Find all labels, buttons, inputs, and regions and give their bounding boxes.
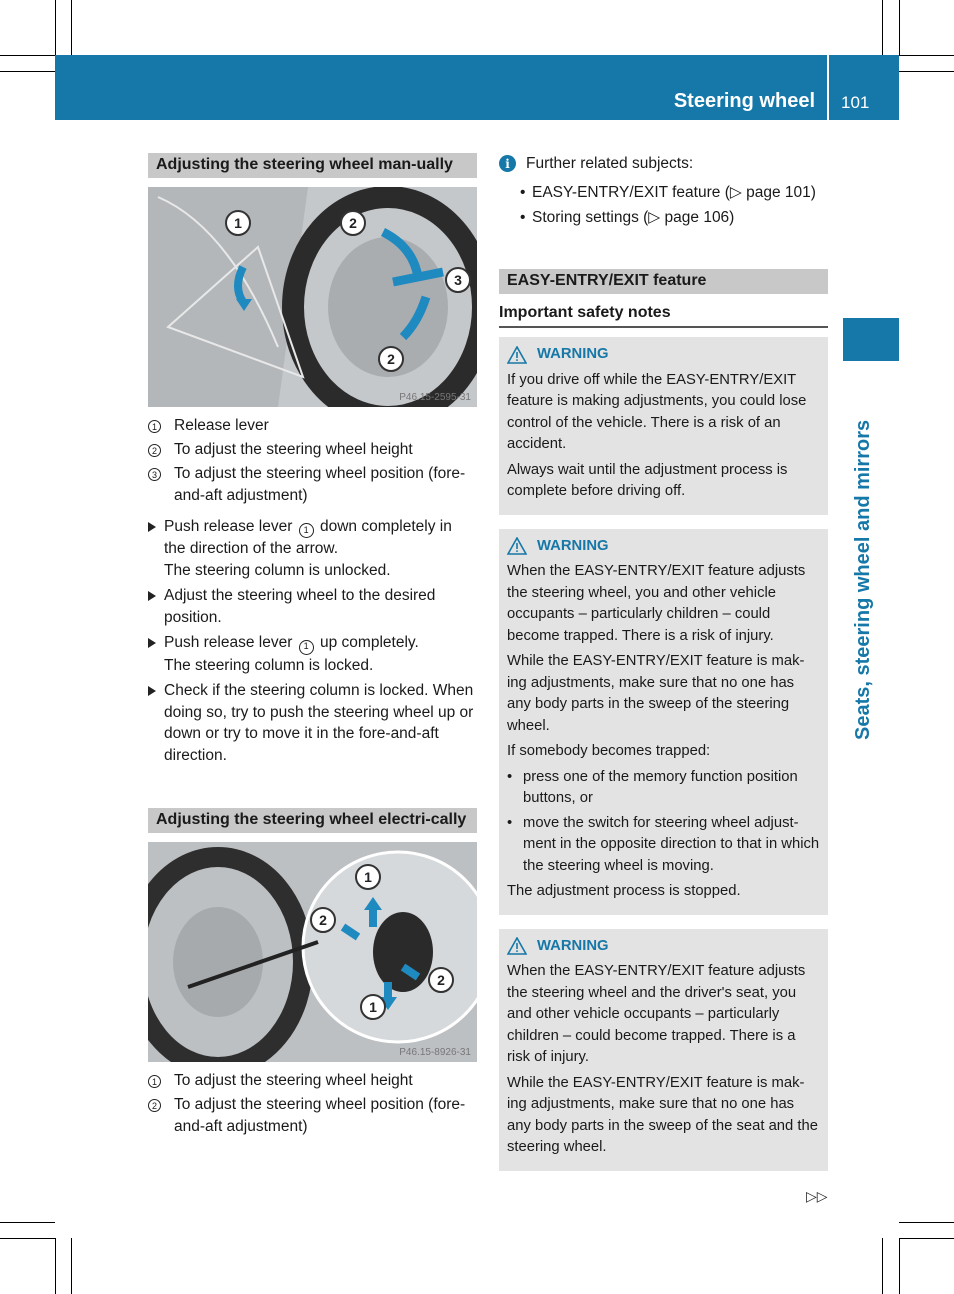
svg-text:2: 2 xyxy=(349,215,357,231)
step-text: Check if the steering column is locked. When doing so, try to push the steering wheel up or down or try to move it in the fore-and-aft direction. xyxy=(164,682,474,764)
warning-text: Always wait until the adjustment process is complete before driving off. xyxy=(507,461,788,499)
list-item: • move the switch for steering wheel adjust-ment in the opposite direction to that in which the steering wheel is moving. xyxy=(507,813,820,878)
page-header xyxy=(55,55,899,120)
step-item xyxy=(148,632,477,676)
svg-text:1: 1 xyxy=(364,869,372,885)
info-note xyxy=(499,153,828,175)
warning-header xyxy=(507,344,820,366)
crop-mark xyxy=(0,1238,55,1239)
bullet-text: move the switch for steering wheel adjust-ment in the opposite direction to that in which the steering wheel is moving. xyxy=(523,814,820,874)
section-heading-electric: Adjusting the steering wheel electri-cally xyxy=(148,808,477,833)
step-text: Push release lever xyxy=(164,518,293,535)
crop-mark xyxy=(882,0,883,55)
list-item: • press one of the memory function position buttons, or xyxy=(507,767,820,810)
legend-electric xyxy=(148,1070,477,1138)
crop-mark xyxy=(0,71,55,72)
warning-box xyxy=(499,529,828,915)
legend-text: To adjust the steering wheel position (fore-and-aft adjustment) xyxy=(174,465,466,504)
legend-item xyxy=(148,463,477,507)
info-icon: i xyxy=(499,155,516,172)
legend-item xyxy=(148,1070,477,1092)
side-tab-block xyxy=(843,318,899,361)
instruction-steps xyxy=(148,516,477,766)
figure-id: P46.15-8926-31 xyxy=(399,1047,471,1058)
crop-mark xyxy=(899,55,954,56)
step-item xyxy=(148,516,477,581)
crop-mark xyxy=(71,1238,72,1294)
step-result: The steering column is unlocked. xyxy=(164,561,391,579)
warning-triangle-icon xyxy=(507,537,527,555)
related-subjects-list xyxy=(520,182,828,229)
legend-text: To adjust the steering wheel position (fore-and-aft adjustment) xyxy=(174,1096,466,1135)
warning-text: While the EASY-ENTRY/EXIT feature is mak-ing adjustments, make sure that no one has any body parts in the sweep of the steering wheel. xyxy=(507,653,805,734)
crop-mark xyxy=(0,55,55,56)
svg-text:2: 2 xyxy=(437,972,445,988)
section-heading-manual: Adjusting the steering wheel man-ually xyxy=(148,153,477,178)
figure-electric-steering xyxy=(148,842,477,1062)
step-arrow-icon xyxy=(148,591,156,601)
step-text: Push release lever xyxy=(164,634,293,652)
step-result: The steering column is locked. xyxy=(164,656,374,674)
warning-text: When the EASY-ENTRY/EXIT feature adjusts the steering wheel, you and other vehicle occupants – particularly children – could become trapped. There is a risk of injury. xyxy=(507,563,806,644)
figure-id: P46.15-2595-31 xyxy=(399,392,471,403)
legend-item xyxy=(148,1094,477,1138)
related-link[interactable]: EASY-ENTRY/EXIT feature (▷ page 101) xyxy=(532,184,816,201)
crop-mark xyxy=(899,1238,900,1294)
warning-bullets xyxy=(507,767,820,878)
legend-number: 2 xyxy=(148,1099,161,1112)
warning-triangle-icon xyxy=(507,937,527,955)
svg-text:2: 2 xyxy=(319,912,327,928)
warning-text: When the EASY-ENTRY/EXIT feature adjusts the steering wheel and the driver's seat, you and other vehicle occupants – particularly children – could become trapped. There is a risk of injury. xyxy=(507,963,806,1065)
warning-text: If somebody becomes trapped: xyxy=(507,743,711,759)
crop-mark xyxy=(899,0,900,55)
step-item xyxy=(148,680,477,766)
warning-box xyxy=(499,929,828,1171)
warning-box xyxy=(499,337,828,515)
warning-text: While the EASY-ENTRY/EXIT feature is mak-ing adjustments, make sure that no one has any body parts in the sweep of the seat and the steering wheel. xyxy=(507,1074,818,1155)
legend-text: To adjust the steering wheel height xyxy=(174,441,413,458)
legend-item xyxy=(148,415,477,437)
legend-number: 2 xyxy=(148,444,161,457)
warning-text: The adjustment process is stopped. xyxy=(507,883,741,899)
crop-mark xyxy=(882,1238,883,1294)
legend-text: To adjust the steering wheel height xyxy=(174,1072,413,1089)
page-number: 101 xyxy=(841,93,870,112)
svg-text:3: 3 xyxy=(454,272,462,288)
step-item xyxy=(148,585,477,628)
step-arrow-icon xyxy=(148,638,156,648)
legend-text: Release lever xyxy=(174,417,269,434)
legend-number: 1 xyxy=(148,1075,161,1088)
step-arrow-icon xyxy=(148,686,156,696)
list-item: • Storing settings (▷ page 106) xyxy=(520,207,828,229)
warning-header xyxy=(507,536,820,558)
step-text: Adjust the steering wheel to the desired position. xyxy=(164,587,436,626)
right-column xyxy=(499,153,828,1171)
warning-text: If you drive off while the EASY-ENTRY/EXIT feature is making adjustments, you could lose control of the vehicle. There is a risk of an accident. xyxy=(507,371,807,452)
inline-number: 1 xyxy=(299,640,314,655)
warning-header xyxy=(507,936,820,958)
header-divider xyxy=(827,55,829,120)
section-heading-easy-entry: EASY-ENTRY/EXIT feature xyxy=(499,269,828,294)
warning-label: WARNING xyxy=(537,346,609,362)
steering-switch-illustration xyxy=(148,842,477,1062)
bullet-text: press one of the memory function position buttons, or xyxy=(523,768,798,806)
svg-text:1: 1 xyxy=(369,999,377,1015)
subheading-safety-notes: Important safety notes xyxy=(499,304,828,328)
crop-mark xyxy=(55,0,56,55)
crop-mark xyxy=(899,1238,954,1239)
crop-mark xyxy=(71,0,72,55)
legend-manual xyxy=(148,415,477,507)
info-label: Further related subjects: xyxy=(526,155,694,172)
legend-item xyxy=(148,439,477,461)
figure-manual-steering xyxy=(148,187,477,407)
related-link[interactable]: Storing settings (▷ page 106) xyxy=(532,209,735,226)
legend-number: 3 xyxy=(148,468,161,481)
crop-mark xyxy=(0,1222,55,1223)
warning-label: WARNING xyxy=(537,937,609,954)
warning-triangle-icon xyxy=(507,346,527,364)
legend-number: 1 xyxy=(148,420,161,433)
svg-text:2: 2 xyxy=(387,351,395,367)
crop-mark xyxy=(899,71,954,72)
crop-mark xyxy=(55,1238,56,1294)
step-text: down completely in the direction of the arrow. xyxy=(164,518,452,558)
left-column xyxy=(148,153,477,1140)
step-arrow-icon xyxy=(148,522,156,532)
page-title: Steering wheel xyxy=(673,90,815,112)
crop-mark xyxy=(899,1222,954,1223)
inline-number: 1 xyxy=(299,523,314,538)
svg-text:1: 1 xyxy=(234,215,242,231)
step-text: up completely. xyxy=(320,634,419,652)
side-tab-label: Seats, steering wheel and mirrors xyxy=(852,419,874,740)
list-item: • EASY-ENTRY/EXIT feature (▷ page 101) xyxy=(520,182,828,204)
continue-mark: ▷▷ xyxy=(806,1188,828,1204)
steering-wheel-illustration xyxy=(148,187,477,407)
warning-label: WARNING xyxy=(537,537,609,554)
